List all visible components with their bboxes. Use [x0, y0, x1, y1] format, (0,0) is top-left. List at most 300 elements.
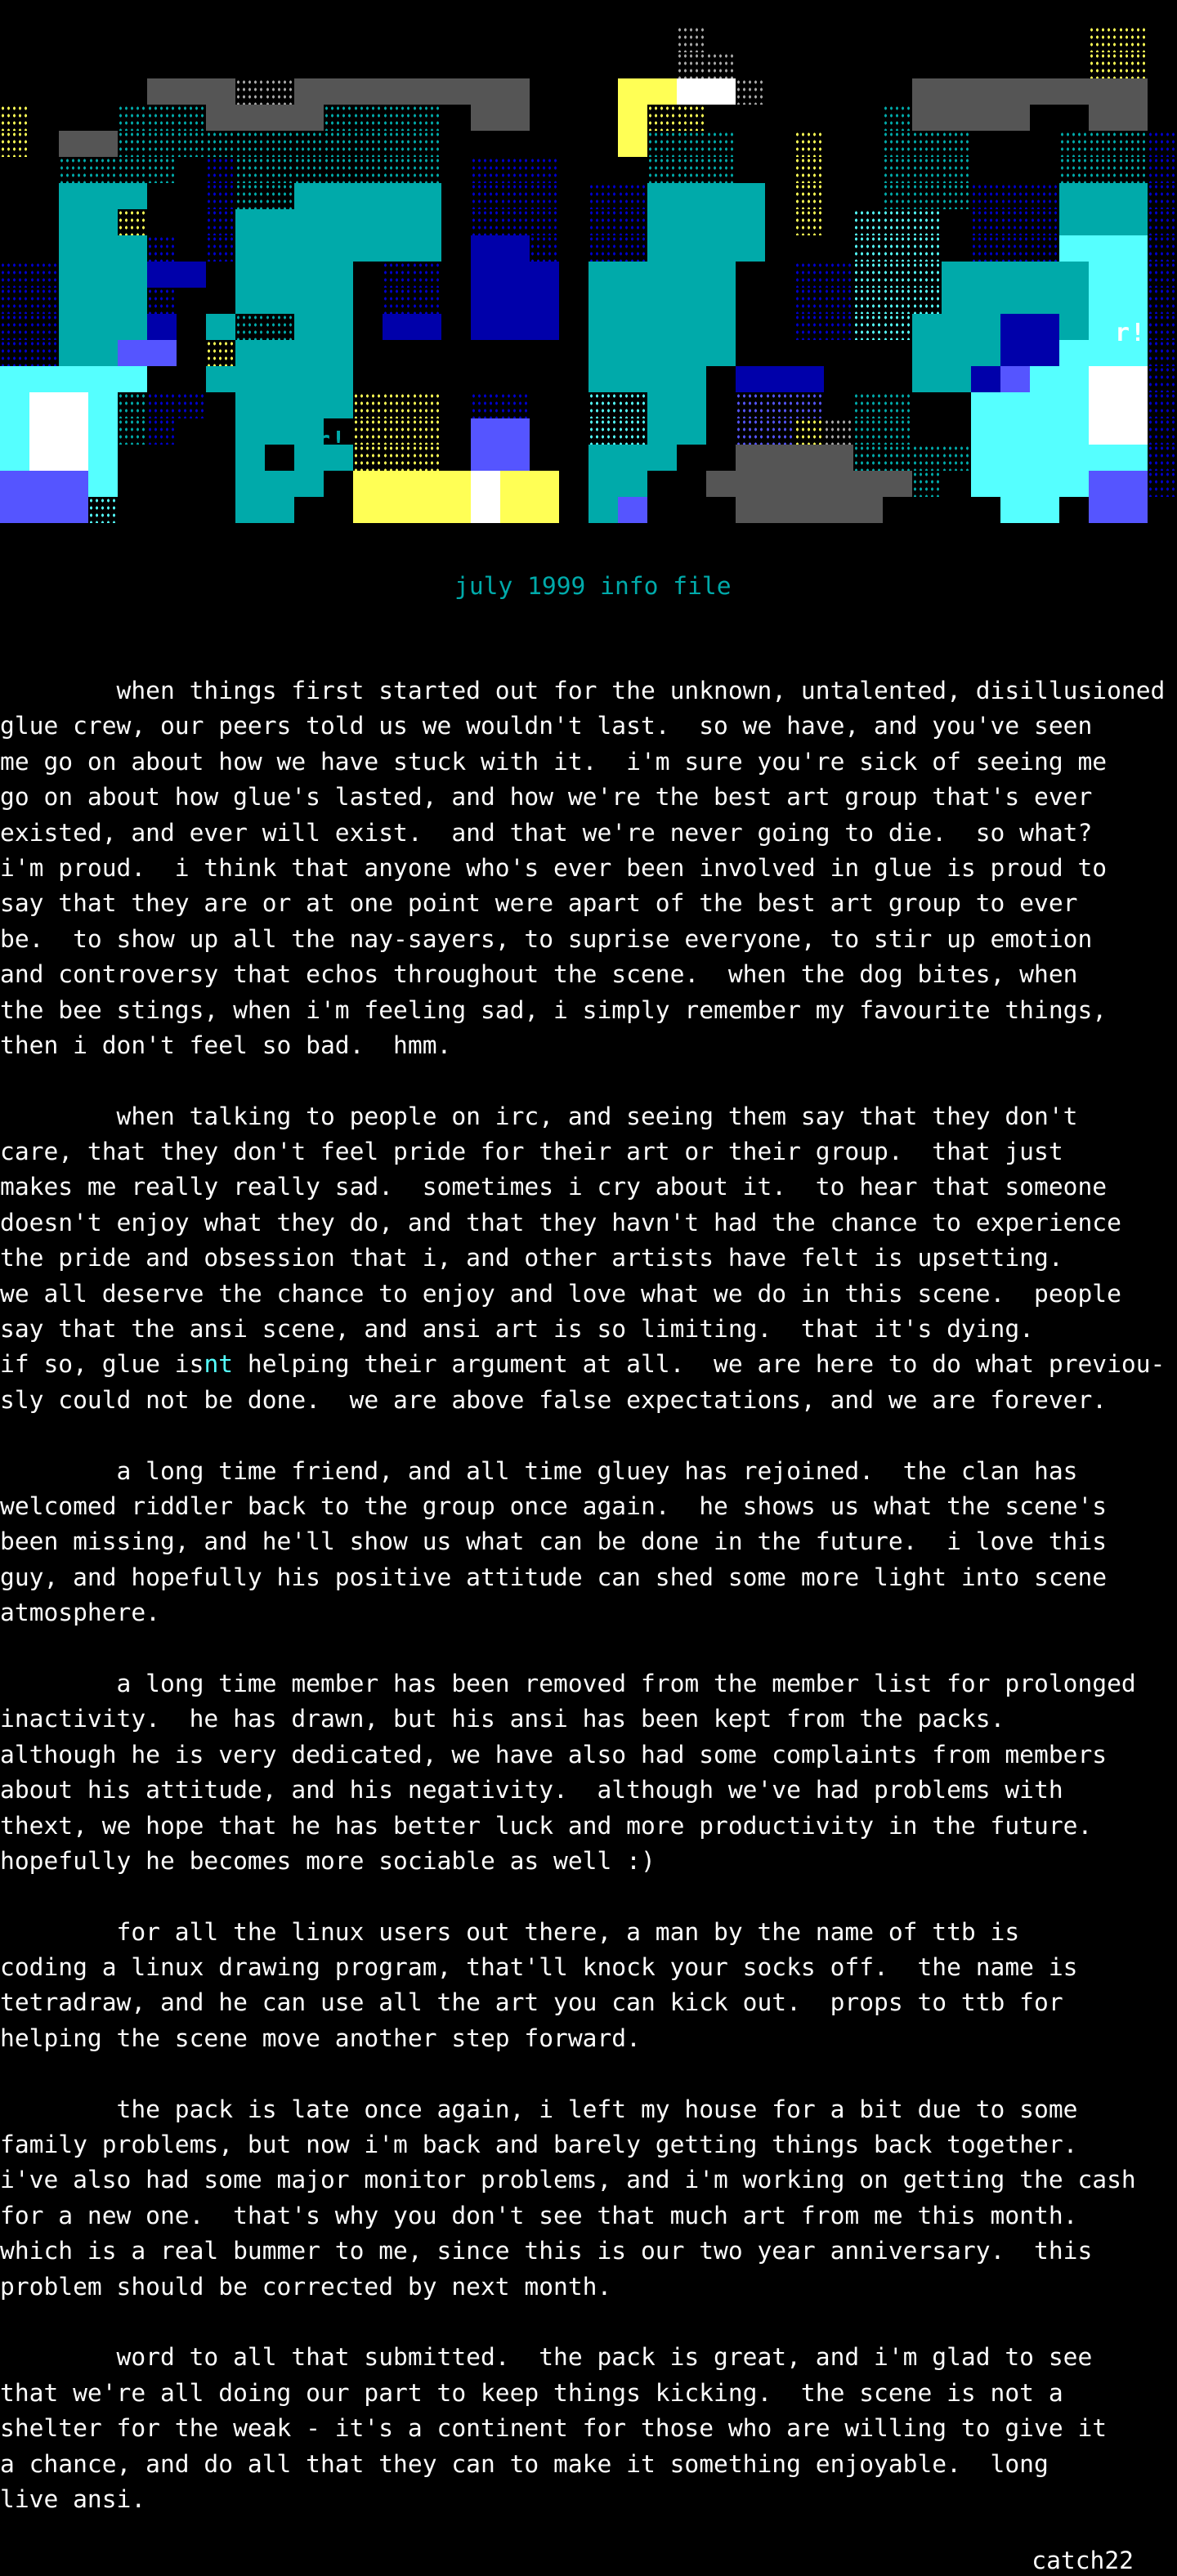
text-segment: sly could not be done. we are above false expectations, and we are forever.	[0, 1385, 1108, 1414]
art-cell	[1089, 235, 1118, 262]
art-cell	[1089, 209, 1118, 235]
art-cell	[647, 26, 677, 52]
art-cell	[1148, 78, 1177, 105]
art-cell	[1000, 471, 1030, 497]
art-cell	[1148, 314, 1177, 340]
art-cell	[618, 52, 647, 78]
art-cell	[706, 392, 736, 418]
art-cell	[824, 235, 853, 262]
art-cell	[265, 314, 294, 340]
art-cell	[265, 262, 294, 288]
text-line	[0, 2411, 1177, 2446]
text-line	[0, 1489, 1177, 1524]
art-cell	[1000, 445, 1030, 471]
art-cell	[88, 418, 118, 445]
text-line	[0, 2376, 1177, 2411]
art-cell	[471, 418, 500, 445]
art-cell	[971, 366, 1000, 392]
art-cell	[647, 288, 677, 314]
art-cell	[1148, 0, 1177, 26]
art-cell	[883, 340, 912, 366]
art-cell	[88, 340, 118, 366]
art-cell	[412, 497, 441, 523]
art-cell	[765, 445, 794, 471]
art-cell	[559, 471, 588, 497]
art-cell	[1030, 366, 1059, 392]
art-cell	[177, 314, 206, 340]
art-cell	[206, 157, 235, 183]
art-cell	[736, 105, 765, 131]
art-cell	[824, 26, 853, 52]
text-segment: say that the ansi scene, and ansi art is so limiting. that it's dying.	[0, 1315, 1035, 1344]
art-cell	[500, 131, 530, 157]
art-cell	[441, 183, 471, 209]
art-cell	[912, 131, 942, 157]
art-cell	[294, 392, 324, 418]
art-cell	[177, 183, 206, 209]
art-cell	[618, 497, 647, 523]
art-cell	[29, 78, 59, 105]
art-cell	[1148, 262, 1177, 288]
art-cell	[59, 314, 88, 340]
art-cell	[1118, 497, 1148, 523]
art-cell	[177, 366, 206, 392]
art-cell	[265, 183, 294, 209]
art-cell	[441, 78, 471, 105]
art-cell	[88, 209, 118, 235]
art-cell	[853, 131, 883, 157]
art-cell	[588, 262, 618, 288]
art-cell	[29, 497, 59, 523]
text-segment: live ansi.	[0, 2484, 146, 2513]
art-cell	[177, 471, 206, 497]
art-cell	[1118, 0, 1148, 26]
art-cell	[588, 0, 618, 26]
art-cell	[206, 497, 235, 523]
art-cell	[736, 78, 765, 105]
art-cell	[500, 0, 530, 26]
art-cell	[88, 157, 118, 183]
art-cell	[677, 392, 706, 418]
art-cell	[59, 52, 88, 78]
art-cell	[765, 340, 794, 366]
art-cell	[294, 52, 324, 78]
art-cell	[853, 26, 883, 52]
art-cell	[530, 78, 559, 105]
art-cell	[942, 131, 971, 157]
art-cell	[1148, 366, 1177, 392]
art-cell	[971, 314, 1000, 340]
text-line	[0, 2482, 1177, 2517]
art-cell	[265, 131, 294, 157]
art-cell	[853, 105, 883, 131]
art-cell	[353, 78, 383, 105]
text-line	[0, 1383, 1177, 1418]
art-cell	[29, 340, 59, 366]
text-segment: go on about how glue's lasted, and how we're the best art group that's ever	[0, 783, 1093, 812]
text-segment: welcomed riddler back to the group once again. he shows us what the scene's	[0, 1491, 1108, 1520]
text-segment: the pride and obsession that i, and other artists have felt is upsetting.	[0, 1244, 1063, 1272]
text-segment: tetradraw, and he can use all the art you can kick out. props to ttb for	[0, 1988, 1063, 2017]
text-line	[0, 1524, 1177, 1559]
art-cell	[765, 314, 794, 340]
art-cell	[736, 26, 765, 52]
art-cell	[235, 340, 265, 366]
art-cell	[294, 366, 324, 392]
art-cell	[883, 314, 912, 340]
art-cell	[235, 0, 265, 26]
art-cell	[677, 445, 706, 471]
art-cell	[765, 183, 794, 209]
art-cell	[147, 445, 177, 471]
art-cell	[235, 157, 265, 183]
art-cell	[147, 26, 177, 52]
art-cell	[912, 26, 942, 52]
art-cell	[765, 471, 794, 497]
art-cell	[971, 418, 1000, 445]
art-cell	[471, 78, 500, 105]
art-cell	[1000, 262, 1030, 288]
art-cell	[118, 366, 147, 392]
art-cell	[1118, 131, 1148, 157]
art-cell	[677, 235, 706, 262]
art-cell	[324, 78, 353, 105]
art-cell	[530, 418, 559, 445]
art-cell	[59, 0, 88, 26]
art-cell	[824, 105, 853, 131]
art-cell	[1148, 131, 1177, 157]
art-cell	[1089, 105, 1118, 131]
art-cell	[1118, 105, 1148, 131]
text-line	[0, 1169, 1177, 1205]
art-cell	[706, 157, 736, 183]
art-cell	[88, 26, 118, 52]
text-segment: which is a real bummer to me, since this is our two year anniversary. this	[0, 2237, 1093, 2265]
art-cell	[294, 157, 324, 183]
art-cell	[824, 314, 853, 340]
art-cell	[618, 183, 647, 209]
art-cell	[765, 262, 794, 288]
art-cell	[647, 235, 677, 262]
art-cell	[88, 497, 118, 523]
art-cell	[794, 209, 824, 235]
art-cell	[794, 262, 824, 288]
art-cell	[1000, 314, 1030, 340]
art-cell	[1148, 340, 1177, 366]
art-cell	[677, 105, 706, 131]
art-cell	[1000, 105, 1030, 131]
art-cell	[1148, 235, 1177, 262]
art-cell	[677, 366, 706, 392]
art-cell	[794, 392, 824, 418]
art-cell	[383, 183, 412, 209]
art-cell	[736, 131, 765, 157]
art-cell	[912, 497, 942, 523]
text-line	[0, 1773, 1177, 1808]
art-cell	[353, 340, 383, 366]
art-cell	[647, 131, 677, 157]
art-cell	[0, 78, 29, 105]
art-cell	[677, 340, 706, 366]
art-cell	[942, 26, 971, 52]
art-cell	[794, 26, 824, 52]
art-cell	[794, 497, 824, 523]
art-cell	[942, 183, 971, 209]
art-cell	[971, 183, 1000, 209]
art-cell	[942, 0, 971, 26]
art-cell	[59, 131, 88, 157]
art-cell	[500, 52, 530, 78]
art-cell	[618, 262, 647, 288]
art-cell	[324, 157, 353, 183]
art-cell	[353, 366, 383, 392]
art-cell	[912, 52, 942, 78]
art-cell	[118, 471, 147, 497]
art-cell	[883, 52, 912, 78]
art-cell	[618, 26, 647, 52]
art-cell	[971, 445, 1000, 471]
art-cell	[441, 366, 471, 392]
art-cell	[471, 340, 500, 366]
art-cell	[1030, 26, 1059, 52]
art-cell	[29, 183, 59, 209]
art-cell	[1000, 183, 1030, 209]
art-cell	[294, 288, 324, 314]
art-cell	[883, 26, 912, 52]
art-cell	[765, 26, 794, 52]
text-segment: when things first started out for the unknown, untalented, disillusioned	[0, 677, 1166, 704]
art-cell	[324, 209, 353, 235]
art-cell	[29, 157, 59, 183]
art-cell	[353, 26, 383, 52]
highlight-isnt: nt	[204, 1350, 234, 1379]
art-cell	[88, 262, 118, 288]
art-cell	[265, 288, 294, 314]
art-cell	[324, 288, 353, 314]
art-cell	[324, 52, 353, 78]
art-cell	[1030, 471, 1059, 497]
art-cell	[1030, 418, 1059, 445]
art-cell	[1000, 52, 1030, 78]
art-cell	[588, 288, 618, 314]
art-cell	[1000, 340, 1030, 366]
art-cell	[147, 157, 177, 183]
art-cell	[853, 183, 883, 209]
art-cell	[971, 78, 1000, 105]
art-cell	[0, 445, 29, 471]
text-segment: say that they are or at one point were apart of the best art group to ever	[0, 889, 1078, 918]
art-cell	[853, 471, 883, 497]
art-cell	[883, 105, 912, 131]
art-cell	[1000, 392, 1030, 418]
art-cell	[1030, 288, 1059, 314]
text-segment: for a new one. that's why you don't see that much art from me this month.	[0, 2201, 1078, 2229]
art-cell	[412, 471, 441, 497]
text-segment: glue crew, our peers told us we wouldn't last. so we have, and you've seen	[0, 712, 1093, 740]
art-cell	[412, 340, 441, 366]
art-cell	[147, 497, 177, 523]
art-cell	[1059, 105, 1089, 131]
art-cell	[706, 131, 736, 157]
art-cell	[471, 26, 500, 52]
art-cell	[294, 0, 324, 26]
art-cell	[1089, 340, 1118, 366]
art-cell	[618, 131, 647, 157]
art-cell	[383, 340, 412, 366]
art-cell	[971, 262, 1000, 288]
art-cell	[324, 235, 353, 262]
art-cell	[1118, 288, 1148, 314]
art-cell	[618, 471, 647, 497]
art-cell	[265, 392, 294, 418]
art-cell	[706, 366, 736, 392]
art-cell	[559, 314, 588, 340]
art-cell	[794, 288, 824, 314]
art-cell	[471, 157, 500, 183]
art-cell	[206, 26, 235, 52]
art-cell	[530, 131, 559, 157]
art-cell	[471, 392, 500, 418]
art-cell	[412, 26, 441, 52]
art-cell	[88, 183, 118, 209]
text-line	[0, 673, 1177, 709]
art-cell	[235, 418, 265, 445]
art-cell	[235, 288, 265, 314]
art-cell	[88, 52, 118, 78]
art-cell	[206, 418, 235, 445]
art-cell	[353, 392, 383, 418]
art-cell	[353, 288, 383, 314]
art-cell	[471, 314, 500, 340]
art-cell	[0, 392, 29, 418]
text-line	[0, 2162, 1177, 2198]
text-line	[0, 745, 1177, 780]
text-line	[0, 1205, 1177, 1241]
art-cell	[88, 392, 118, 418]
art-cell	[265, 471, 294, 497]
art-cell	[736, 418, 765, 445]
art-cell	[736, 52, 765, 78]
art-cell	[824, 445, 853, 471]
text-segment: helping their argument at all. we are here to do what previou-	[233, 1350, 1166, 1379]
art-cell	[824, 52, 853, 78]
art-cell	[647, 314, 677, 340]
art-cell	[1000, 131, 1030, 157]
info-text	[0, 673, 1177, 2553]
art-cell	[971, 288, 1000, 314]
art-cell	[59, 288, 88, 314]
art-cell	[177, 78, 206, 105]
art-cell	[824, 471, 853, 497]
art-cell	[1059, 26, 1089, 52]
art-cell	[588, 235, 618, 262]
art-cell	[824, 392, 853, 418]
art-cell	[1000, 366, 1030, 392]
art-cell	[647, 471, 677, 497]
art-cell	[912, 78, 942, 105]
text-line	[0, 2340, 1177, 2375]
art-cell	[1059, 209, 1089, 235]
art-cell	[383, 235, 412, 262]
art-cell	[265, 340, 294, 366]
art-cell	[353, 0, 383, 26]
art-cell	[265, 497, 294, 523]
art-cell	[0, 418, 29, 445]
art-cell	[412, 105, 441, 131]
art-cell	[706, 314, 736, 340]
artist-tag-teal: r!	[316, 427, 347, 455]
art-cell	[883, 418, 912, 445]
art-cell	[912, 0, 942, 26]
art-cell	[559, 497, 588, 523]
art-cell	[383, 471, 412, 497]
art-cell	[353, 497, 383, 523]
art-cell	[353, 445, 383, 471]
art-cell	[618, 288, 647, 314]
text-line	[0, 993, 1177, 1028]
art-cell	[706, 340, 736, 366]
art-cell	[971, 235, 1000, 262]
text-segment: about his attitude, and his negativity. although we've had problems with	[0, 1776, 1063, 1805]
art-cell	[147, 235, 177, 262]
art-cell	[265, 157, 294, 183]
art-cell	[559, 235, 588, 262]
art-cell	[324, 26, 353, 52]
art-cell	[29, 131, 59, 157]
art-cell	[59, 392, 88, 418]
art-cell	[353, 262, 383, 288]
art-cell	[677, 471, 706, 497]
art-cell	[118, 183, 147, 209]
ansi-logo-art	[0, 0, 1177, 523]
art-cell	[647, 392, 677, 418]
art-cell	[677, 131, 706, 157]
art-cell	[942, 471, 971, 497]
text-segment: atmosphere.	[0, 1599, 160, 1627]
art-cell	[677, 78, 706, 105]
art-cell	[853, 314, 883, 340]
art-cell	[824, 209, 853, 235]
art-cell	[794, 52, 824, 78]
art-cell	[471, 471, 500, 497]
art-cell	[588, 131, 618, 157]
text-line	[0, 1347, 1177, 1382]
art-cell	[794, 471, 824, 497]
art-cell	[706, 445, 736, 471]
author-signature: catch22	[1032, 2547, 1134, 2574]
art-cell	[794, 183, 824, 209]
art-cell	[588, 105, 618, 131]
art-cell	[1089, 183, 1118, 209]
art-cell	[265, 0, 294, 26]
art-cell	[383, 392, 412, 418]
text-segment: coding a linux drawing program, that'll knock your socks off. the name is	[0, 1953, 1078, 1982]
text-line	[0, 957, 1177, 992]
art-cell	[383, 288, 412, 314]
art-cell	[1059, 183, 1089, 209]
art-cell	[500, 497, 530, 523]
art-cell	[265, 366, 294, 392]
art-cell	[500, 445, 530, 471]
art-cell	[677, 314, 706, 340]
art-cell	[1089, 392, 1118, 418]
art-cell	[530, 0, 559, 26]
art-cell	[883, 497, 912, 523]
art-cell	[1030, 105, 1059, 131]
art-cell	[1059, 366, 1089, 392]
art-cell	[294, 497, 324, 523]
art-cell	[765, 209, 794, 235]
